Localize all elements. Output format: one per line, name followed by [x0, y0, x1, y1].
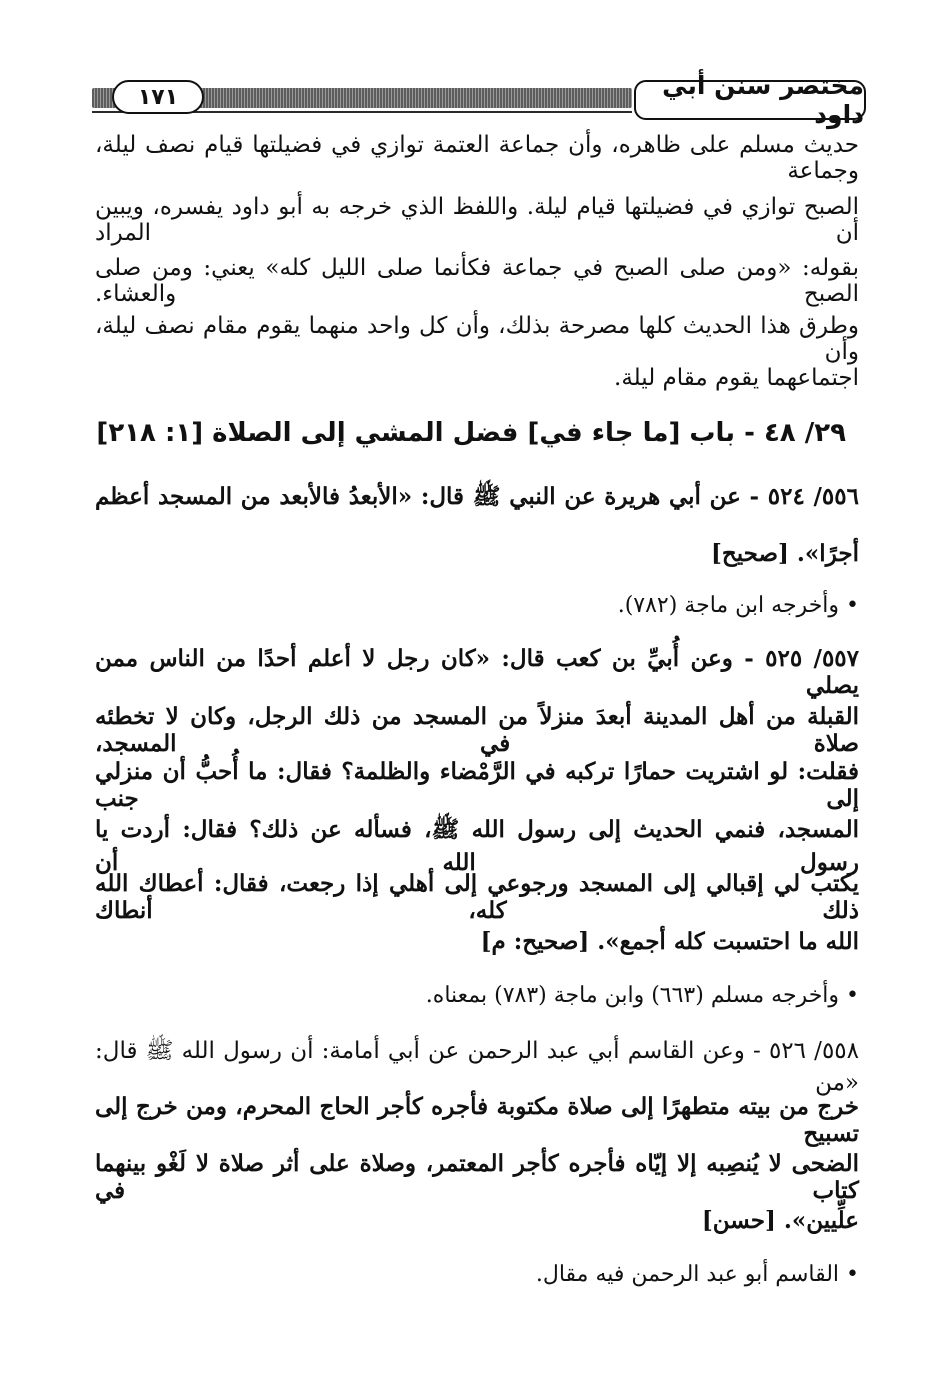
hadith-text-line: المسجد، فنمي الحديث إلى رسول الله ﷺ، فسأله عن ذلك؟ فقال: أردت يا رسول الله أن — [95, 816, 859, 876]
chapter-heading: ٢٩/ ٤٨ - باب [ما جاء في] فضل المشي إلى الصلاة [١: ٢١٨] — [96, 418, 846, 448]
takhrij-note: • القاسم أبو عبد الرحمن فيه مقال. — [535, 1262, 859, 1287]
text-line: اجتماعهما يقوم مقام ليلة. — [614, 365, 859, 391]
page-number: ١٧١ — [112, 80, 204, 114]
hadith-text-line: الله ما احتسبت كله أجمع». [صحيح: م] — [480, 928, 859, 955]
hadith-text-line: الضحى لا يُنصِبه إلا إيّاه فأجره كأجر المعتمر، وصلاة على أثر صلاة لا لَغْو بينهما كتاب في — [95, 1150, 859, 1204]
hadith-text-line: أجرًا». [صحيح] — [710, 540, 859, 567]
text-line: حديث مسلم على ظاهره، وأن جماعة العتمة توازي في فضيلتها قيام نصف ليلة، وجماعة — [95, 132, 859, 184]
takhrij-note: • وأخرجه مسلم (٦٦٣) وابن ماجة (٧٨٣) بمعناه. — [425, 983, 859, 1008]
hadith-text-line: علِّيين». [حسن] — [701, 1207, 859, 1234]
takhrij-note: • وأخرجه ابن ماجة (٧٨٢). — [617, 593, 859, 618]
page-header — [92, 71, 866, 129]
hadith-text-line: يكتب لي إقبالي إلى المسجد ورجوعي إلى أهلي إذا رجعت، فقال: أعطاك الله ذلك كله، أنطاك — [95, 870, 859, 924]
hadith-text-line: القبلة من أهل المدينة أبعدَ منزلاً من المسجد من ذلك الرجل، وكان لا تخطئه صلاة في المسجد، — [95, 703, 859, 757]
text-line: بقوله: «ومن صلى الصبح في جماعة فكأنما صلى الليل كله» يعني: ومن صلى الصبح والعشاء. — [95, 255, 859, 307]
hadith-text-line: فقلت: لو اشتريت حمارًا تركبه في الرَّمْضاء والظلمة؟ فقال: ما أُحبُّ أن منزلي إلى جنب — [95, 758, 859, 812]
hadith-text-line: ٥٥٧/ ٥٢٥ - وعن أُبيِّ بن كعب قال: «كان رجل لا أعلم أحدًا من الناس ممن يصلي — [95, 645, 859, 699]
text-line: وطرق هذا الحديث كلها مصرحة بذلك، وأن كل واحد منهما يقوم مقام نصف ليلة، وأن — [95, 313, 859, 365]
hadith-text-line: خرج من بيته متطهرًا إلى صلاة مكتوبة فأجره كأجر الحاج المحرم، ومن خرج إلى تسبيح — [95, 1093, 859, 1147]
text-line: الصبح توازي في فضيلتها قيام ليلة. واللفظ الذي خرجه به أبو داود يفسره، ويبين أن المراد — [95, 194, 859, 246]
hadith-text-line: ٥٥٦/ ٥٢٤ - عن أبي هريرة عن النبي ﷺ قال: «الأبعدُ فالأبعد من المسجد أعظم — [95, 483, 859, 510]
hadith-text-line: ٥٥٨/ ٥٢٦ - وعن القاسم أبي عبد الرحمن عن أبي أمامة: أن رسول الله ﷺ قال: «من — [95, 1038, 859, 1096]
book-title: مختصر سنن أبي داود — [634, 80, 866, 120]
